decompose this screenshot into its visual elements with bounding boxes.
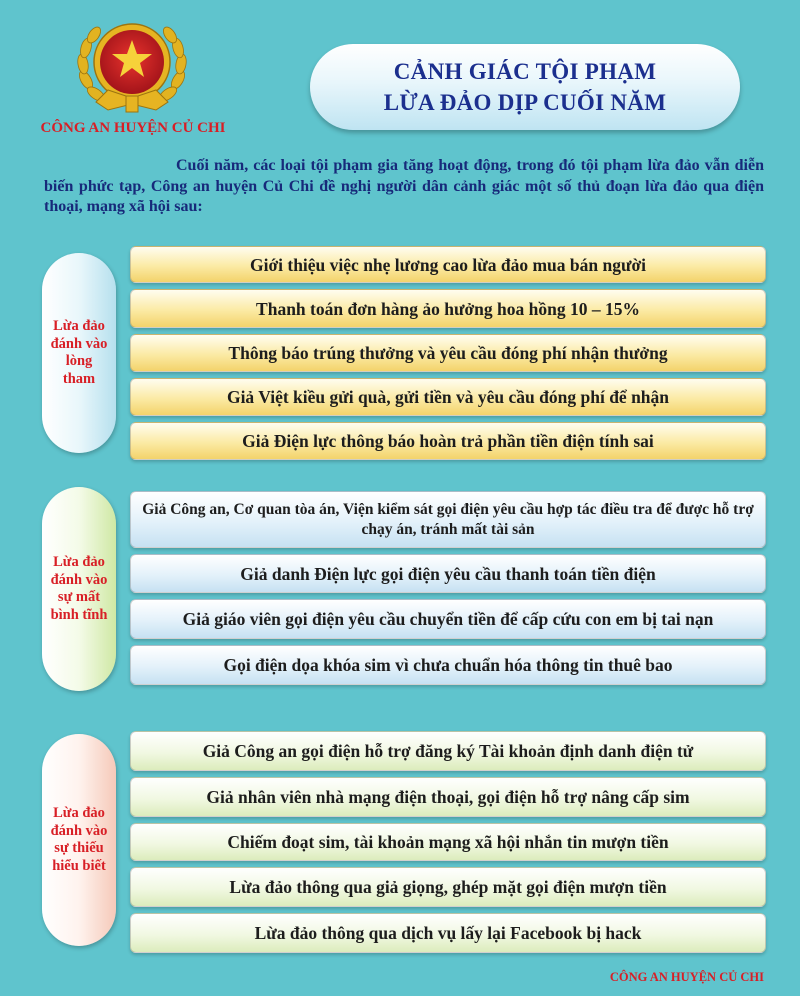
list-item: Lừa đảo thông qua dịch vụ lấy lại Facebook bị hack — [130, 913, 766, 953]
page-title — [310, 44, 740, 130]
intro-paragraph: Cuối năm, các loại tội phạm gia tăng hoạt động, trong đó tội phạm lừa đảo vẫn diễn biến phức tạp, Công an huyện Củ Chi đề nghị người dân cảnh giác một số thủ đoạn lừa đảo qua điện thoại, mạng xã hội sau: — [44, 157, 764, 215]
list-item: Chiếm đoạt sim, tài khoản mạng xã hội nhắn tin mượn tiền — [130, 823, 766, 861]
title-line-1: CẢNH GIÁC TỘI PHẠM — [393, 59, 657, 84]
list-item: Giới thiệu việc nhẹ lương cao lừa đảo mua bán người — [130, 246, 766, 283]
group-label-text: Lừa đảo đánh vào sự mất bình tĩnh — [50, 554, 108, 623]
list-item: Giả giáo viên gọi điện yêu cầu chuyển tiền để cấp cứu con em bị tai nạn — [130, 599, 766, 639]
title-line-2: LỪA ĐẢO DỊP CUỐI NĂM — [383, 90, 667, 115]
list-item: Giả Việt kiều gửi quà, gửi tiền và yêu cầu đóng phí để nhận — [130, 378, 766, 416]
group-label-ignorance — [42, 734, 116, 946]
list-item: Giả nhân viên nhà mạng điện thoại, gọi điện hỗ trợ nâng cấp sim — [130, 777, 766, 817]
list-item: Lừa đảo thông qua giả giọng, ghép mặt gọi điện mượn tiền — [130, 867, 766, 907]
footer-organization-name: CÔNG AN HUYỆN CỦ CHI — [609, 970, 764, 984]
group-label-panic — [42, 487, 116, 691]
organization-name: CÔNG AN HUYỆN CỦ CHI — [40, 120, 226, 136]
police-emblem-icon — [72, 10, 192, 122]
group-label-text: Lừa đảo đánh vào lòng tham — [50, 318, 108, 387]
list-item: Giả danh Điện lực gọi điện yêu cầu thanh toán tiền điện — [130, 554, 766, 593]
list-item: Thông báo trúng thưởng và yêu cầu đóng phí nhận thưởng — [130, 334, 766, 372]
group-label-text: Lừa đảo đánh vào sự thiếu hiểu biết — [50, 805, 108, 874]
list-item: Thanh toán đơn hàng ảo hưởng hoa hồng 10 – 15% — [130, 289, 766, 328]
group-label-greed — [42, 253, 116, 453]
list-item: Giả Điện lực thông báo hoàn trả phần tiền điện tính sai — [130, 422, 766, 460]
list-item: Giả Công an gọi điện hỗ trợ đăng ký Tài khoản định danh điện tử — [130, 731, 766, 771]
list-item: Giả Công an, Cơ quan tòa án, Viện kiểm sát gọi điện yêu cầu hợp tác điều tra để được hỗ trợ chạy án, tránh mất tài sản — [130, 491, 766, 548]
list-item: Gọi điện dọa khóa sim vì chưa chuẩn hóa thông tin thuê bao — [130, 645, 766, 685]
